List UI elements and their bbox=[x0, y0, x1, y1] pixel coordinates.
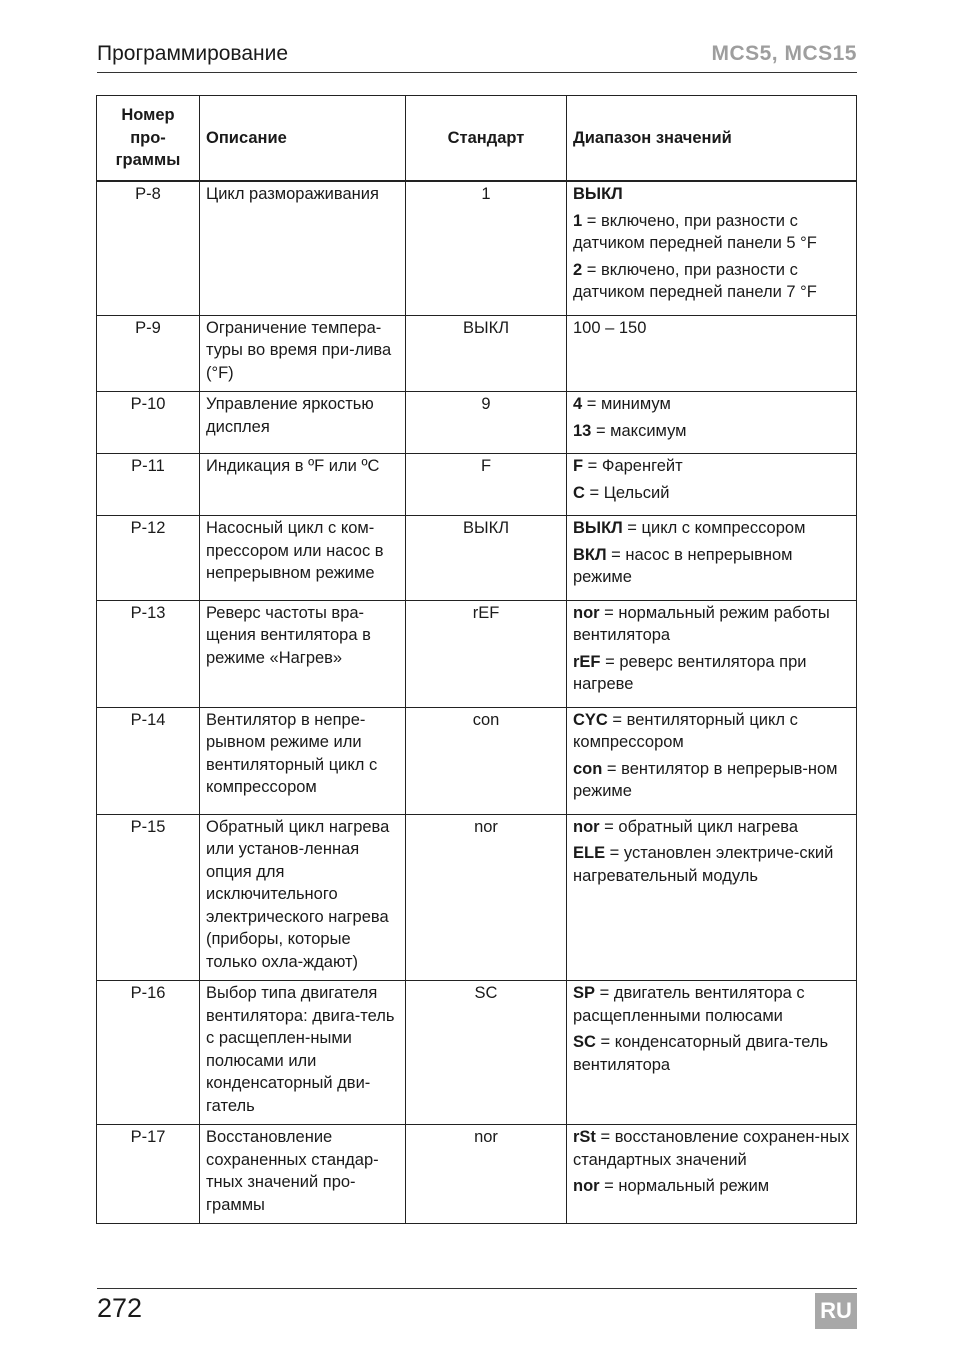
program-range bbox=[567, 516, 857, 601]
range-option bbox=[573, 210, 850, 255]
range-option bbox=[573, 455, 850, 478]
page-header bbox=[97, 40, 857, 73]
range-option-text: = реверс вентилятора при нагреве bbox=[573, 652, 807, 693]
program-number: P-15 bbox=[97, 814, 200, 981]
range-option bbox=[573, 842, 850, 887]
table-body bbox=[97, 181, 857, 1224]
col-header-range: Диапазон значений bbox=[567, 96, 857, 182]
program-range bbox=[567, 1125, 857, 1224]
range-option-text: = цикл с компрессором bbox=[622, 519, 806, 537]
program-number: P-8 bbox=[97, 181, 200, 315]
program-default: nor bbox=[406, 814, 567, 981]
range-option-text: = двигатель вентилятора с расщепленными полюсами bbox=[573, 984, 805, 1025]
range-option bbox=[573, 758, 850, 803]
range-option-key: nor bbox=[573, 603, 600, 622]
range-option bbox=[573, 393, 850, 416]
range-option bbox=[573, 602, 850, 647]
table-row bbox=[97, 454, 857, 516]
range-option-key: nor bbox=[573, 817, 600, 836]
range-option-key: 4 bbox=[573, 395, 583, 413]
range-option-text: = максимум bbox=[591, 421, 687, 440]
range-option-text: = нормальный режим работы вентилятора bbox=[573, 603, 830, 644]
parameter-table bbox=[96, 95, 857, 1224]
program-range bbox=[567, 315, 857, 392]
page-number: 272 bbox=[97, 1293, 143, 1323]
range-option bbox=[573, 982, 850, 1027]
program-range bbox=[567, 181, 857, 315]
range-option-text: = включено, при разности с датчиком передней панели 5 °F bbox=[573, 211, 817, 252]
col-header-description: Описание bbox=[200, 96, 406, 182]
range-option-text: = включено, при разности с датчиком передней панели 7 °F bbox=[573, 260, 817, 301]
table-row bbox=[97, 814, 857, 981]
program-description: Цикл размораживания bbox=[200, 181, 406, 315]
program-description: Выбор типа двигателя вентилятора: двига-тель с расщеплен-ными полюсами или конденсаторный дви-гатель bbox=[200, 981, 406, 1125]
range-option bbox=[573, 517, 850, 540]
program-description: Вентилятор в непре-рывном режиме или вентиляторный цикл с компрессором bbox=[200, 707, 406, 814]
range-option-key: 1 bbox=[573, 211, 583, 230]
col-header-number: Номер про- граммы bbox=[97, 96, 200, 182]
range-option bbox=[573, 1126, 850, 1171]
program-range bbox=[567, 707, 857, 814]
program-default: con bbox=[406, 707, 567, 814]
program-default: rEF bbox=[406, 600, 567, 707]
table-row bbox=[97, 1125, 857, 1224]
program-default: 1 bbox=[406, 181, 567, 315]
range-option-key: con bbox=[573, 759, 603, 778]
program-number: P-9 bbox=[97, 315, 200, 392]
table-row bbox=[97, 981, 857, 1125]
range-option bbox=[573, 259, 850, 304]
program-range bbox=[567, 392, 857, 454]
program-default: 9 bbox=[406, 392, 567, 454]
program-description: Индикация в ºF или ºC bbox=[200, 454, 406, 516]
range-option-text: = нормальный режим bbox=[599, 1177, 770, 1195]
range-option bbox=[573, 1031, 850, 1076]
page-footer bbox=[97, 1288, 857, 1323]
table-row bbox=[97, 600, 857, 707]
table-row bbox=[97, 315, 857, 392]
program-description: Обратный цикл нагрева или установ-ленная опция для исключительного электрического нагрева (приборы, которые только охла-ждают) bbox=[200, 814, 406, 981]
program-range bbox=[567, 600, 857, 707]
range-option-text: = восстановление сохранен-ных стандартных значений bbox=[573, 1128, 850, 1169]
range-option-text: 100 – 150 bbox=[573, 318, 647, 337]
section-title: Программирование bbox=[97, 42, 289, 65]
range-option-text: = Фаренгейт bbox=[583, 457, 683, 475]
table-header-row bbox=[97, 96, 857, 182]
language-badge: RU bbox=[815, 1293, 857, 1329]
range-option-key: ВЫКЛ bbox=[573, 185, 623, 203]
range-option bbox=[573, 317, 850, 340]
program-number: P-13 bbox=[97, 600, 200, 707]
range-option bbox=[573, 420, 850, 443]
range-option-key: SC bbox=[573, 1033, 596, 1051]
program-number: P-10 bbox=[97, 392, 200, 454]
range-option-key: ВКЛ bbox=[573, 545, 607, 564]
range-option bbox=[573, 1175, 850, 1198]
range-option-key: rSt bbox=[573, 1128, 596, 1146]
range-option bbox=[573, 544, 850, 589]
program-number: P-14 bbox=[97, 707, 200, 814]
range-option-key: rEF bbox=[573, 652, 601, 671]
program-range bbox=[567, 814, 857, 981]
range-option-text: = вентиляторный цикл с компрессором bbox=[573, 710, 798, 751]
range-option-key: F bbox=[573, 457, 584, 475]
range-option-text: = минимум bbox=[582, 395, 671, 413]
program-description: Управление яркостью дисплея bbox=[200, 392, 406, 454]
range-option-text: = насос в непрерывном режиме bbox=[573, 545, 793, 586]
program-default: F bbox=[406, 454, 567, 516]
program-number: P-17 bbox=[97, 1125, 200, 1224]
range-option-key: SP bbox=[573, 984, 596, 1002]
table-row bbox=[97, 392, 857, 454]
program-default: ВЫКЛ bbox=[406, 516, 567, 601]
table-row bbox=[97, 516, 857, 601]
range-option bbox=[573, 651, 850, 696]
program-number: P-16 bbox=[97, 981, 200, 1125]
range-option bbox=[573, 482, 850, 505]
range-option-key: CYC bbox=[573, 710, 608, 729]
range-option-key: 2 bbox=[573, 260, 583, 279]
range-option-text: = Цельсий bbox=[584, 483, 670, 502]
range-option-text: = установлен электриче-ский нагревательный модуль bbox=[573, 844, 834, 885]
range-option-key: ВЫКЛ bbox=[573, 519, 623, 537]
program-range bbox=[567, 981, 857, 1125]
model-name: MCS5, MCS15 bbox=[711, 42, 857, 65]
program-description: Восстановление сохраненных стандар-тных значений про-граммы bbox=[200, 1125, 406, 1224]
range-option-text: = вентилятор в непрерыв-ном режиме bbox=[573, 759, 838, 800]
range-option bbox=[573, 709, 850, 754]
program-range bbox=[567, 454, 857, 516]
program-default: SC bbox=[406, 981, 567, 1125]
program-number: P-12 bbox=[97, 516, 200, 601]
range-option bbox=[573, 816, 850, 839]
table-row bbox=[97, 181, 857, 315]
range-option-text: = обратный цикл нагрева bbox=[599, 817, 799, 836]
program-number: P-11 bbox=[97, 454, 200, 516]
range-option-key: ELE bbox=[573, 844, 606, 862]
program-default: nor bbox=[406, 1125, 567, 1224]
program-description: Реверс частоты вра-щения вентилятора в режиме «Нагрев» bbox=[200, 600, 406, 707]
col-header-default: Стандарт bbox=[406, 96, 567, 182]
range-option-key: C bbox=[573, 483, 585, 502]
range-option-text: = конденсаторный двига-тель вентилятора bbox=[573, 1033, 829, 1074]
range-option-key: 13 bbox=[573, 421, 592, 440]
range-option bbox=[573, 183, 850, 206]
range-option-key: nor bbox=[573, 1177, 600, 1195]
program-default: ВЫКЛ bbox=[406, 315, 567, 392]
program-description: Насосный цикл с ком-прессором или насос в непрерывном режиме bbox=[200, 516, 406, 601]
program-description: Ограничение темпера-туры во время при-лива (°F) bbox=[200, 315, 406, 392]
table-row bbox=[97, 707, 857, 814]
